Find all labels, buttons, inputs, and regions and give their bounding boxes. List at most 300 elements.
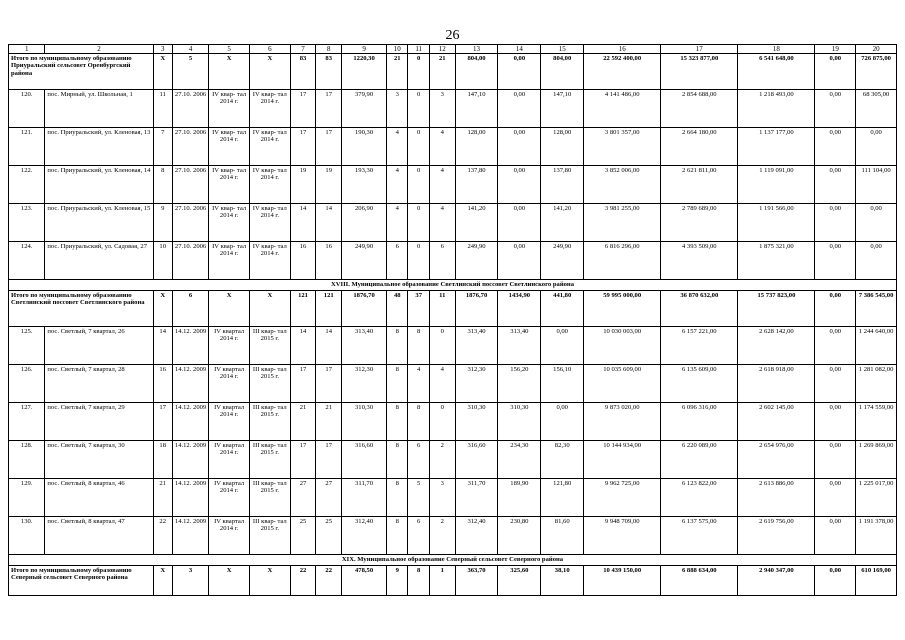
table-cell: 3 [429,479,455,517]
column-number-cell: 17 [661,45,738,54]
table-cell: 16 [316,242,342,280]
total-value: 1876,70 [342,291,387,327]
table-cell: 141,20 [455,204,498,242]
table-cell: 189,90 [498,479,541,517]
table-cell: 0,00 [815,365,856,403]
total-value: 0,00 [815,54,856,90]
total-value: 11 [429,291,455,327]
total-value: X [249,291,290,327]
column-number-cell: 15 [541,45,584,54]
table-cell: IV квар- тал 2014 г. [209,166,250,204]
total-value: X [249,566,290,596]
table-cell: 8 [387,441,408,479]
total-value: 0 [408,54,429,90]
total-value: 1876,70 [455,291,498,327]
address-cell: пос. Приуральский, ул. Садовая, 27 [45,242,153,280]
table-cell: 0,00 [815,479,856,517]
table-row [9,242,897,280]
table-cell: 8 [387,365,408,403]
table-cell: 6 [429,242,455,280]
table-cell: 0 [408,242,429,280]
total-value: 15 323 877,00 [661,54,738,90]
column-number-cell: 3 [153,45,172,54]
table-cell: 6 123 822,00 [661,479,738,517]
total-value: 38,10 [541,566,584,596]
table-cell: 312,40 [455,517,498,555]
total-value: 21 [429,54,455,90]
total-value: 21 [387,54,408,90]
table-cell: 14.12. 2009 [172,517,208,555]
table-cell: 10 035 609,00 [584,365,661,403]
total-value: 22 [316,566,342,596]
total-value: 0,00 [815,291,856,327]
total-value: 1434,90 [498,291,541,327]
table-cell: 311,70 [455,479,498,517]
table-cell: 10 [153,242,172,280]
address-cell: пос. Светлый, 8 квартал, 47 [45,517,153,555]
table-cell: 206,90 [342,204,387,242]
table-cell: IV квар- тал 2014 г. [249,90,290,128]
table-cell: 312,30 [455,365,498,403]
table-cell: 147,10 [455,90,498,128]
address-cell: пос. Приуральский, ул. Кленовая, 13 [45,128,153,166]
column-number-cell: 12 [429,45,455,54]
column-number-cell: 2 [45,45,153,54]
table-cell: 0,00 [498,128,541,166]
table-cell: IV квартал 2014 г. [209,327,250,365]
total-value: 804,00 [455,54,498,90]
row-number: 125. [9,327,45,365]
table-cell: 6 096 316,00 [661,403,738,441]
table-body [9,45,897,596]
table-cell: 0,00 [815,441,856,479]
total-value: 1220,30 [342,54,387,90]
table-cell: 6 137 575,00 [661,517,738,555]
table-cell: 0,00 [541,327,584,365]
table-cell: 27 [290,479,316,517]
total-value: X [153,54,172,90]
total-value: 2 940 347,00 [738,566,815,596]
total-value: 7 386 545,00 [856,291,897,327]
table-cell: 17 [153,403,172,441]
table-cell: 16 [290,242,316,280]
table-cell: 22 [153,517,172,555]
table-cell: 19 [290,166,316,204]
table-cell: 2 [429,441,455,479]
table-cell: 0,00 [856,242,897,280]
table-cell: 0,00 [856,204,897,242]
table-cell: 3 801 357,00 [584,128,661,166]
table-cell: 6 [387,242,408,280]
table-cell: 0,00 [498,242,541,280]
total-value: 478,50 [342,566,387,596]
table-cell: 68 305,00 [856,90,897,128]
table-cell: 14.12. 2009 [172,327,208,365]
table-cell: 0,00 [815,242,856,280]
table-cell: 9 [153,204,172,242]
total-value: 83 [290,54,316,90]
table-cell: IV квар- тал 2014 г. [209,204,250,242]
column-number-cell: 6 [249,45,290,54]
table-cell: III квар- тал 2015 г. [249,517,290,555]
table-cell: 0 [408,166,429,204]
table-cell: 17 [290,90,316,128]
total-value: 22 [290,566,316,596]
total-value: 610 169,00 [856,566,897,596]
column-number-cell: 16 [584,45,661,54]
table-cell: 2 613 886,00 [738,479,815,517]
row-number: 129. [9,479,45,517]
section-header-row [9,280,897,291]
table-cell: 313,40 [455,327,498,365]
table-row [9,441,897,479]
table-cell: 8 [387,403,408,441]
table-cell: 25 [316,517,342,555]
total-value: 363,70 [455,566,498,596]
address-cell: пос. Светлый, 7 квартал, 29 [45,403,153,441]
table-cell: 2 628 142,00 [738,327,815,365]
table-cell: 156,20 [498,365,541,403]
row-number: 120. [9,90,45,128]
table-cell: 9 948 709,00 [584,517,661,555]
table-cell: 14.12. 2009 [172,403,208,441]
table-cell: 0,00 [815,327,856,365]
table-cell: 3 [429,90,455,128]
address-cell: пос. Мирный, ул. Школьная, 1 [45,90,153,128]
section-total-row [9,566,897,596]
total-value: 441,80 [541,291,584,327]
row-number: 127. [9,403,45,441]
table-cell: III квар- тал 2015 г. [249,327,290,365]
table-cell: 21 [290,403,316,441]
column-number-cell: 4 [172,45,208,54]
table-cell: 249,90 [455,242,498,280]
table-cell: 0,00 [856,128,897,166]
total-value: 6 888 634,00 [661,566,738,596]
table-cell: III квар- тал 2015 г. [249,365,290,403]
table-cell: 17 [316,90,342,128]
total-value: 1 [429,566,455,596]
total-value: 121 [290,291,316,327]
table-cell: 137,80 [541,166,584,204]
table-cell: 7 [153,128,172,166]
table-cell: 27.10. 2006 [172,204,208,242]
table-cell: IV квартал 2014 г. [209,441,250,479]
table-row [9,90,897,128]
row-number: 121. [9,128,45,166]
table-cell: 81,60 [541,517,584,555]
column-number-cell: 19 [815,45,856,54]
table-cell: III квар- тал 2015 г. [249,479,290,517]
table-cell: 8 [387,517,408,555]
table-cell: IV квар- тал 2014 г. [209,90,250,128]
table-cell: 14 [316,327,342,365]
table-cell: 1 875 321,00 [738,242,815,280]
table-cell: 14 [153,327,172,365]
table-cell: 21 [153,479,172,517]
column-number-row [9,45,897,54]
table-cell: 14 [290,204,316,242]
total-value: X [153,291,172,327]
table-cell: 1 225 017,00 [856,479,897,517]
total-label: Итого по муниципальному образованию Приуральский сельсовет Оренбургский района [9,54,154,90]
total-value: 0,00 [498,54,541,90]
total-value: 121 [316,291,342,327]
table-cell: 9 873 020,00 [584,403,661,441]
table-cell: 0,00 [815,166,856,204]
total-value: X [153,566,172,596]
column-number-cell: 7 [290,45,316,54]
table-cell: 4 [429,128,455,166]
table-row [9,166,897,204]
table-cell: 4 [387,204,408,242]
table-cell: IV квар- тал 2014 г. [249,242,290,280]
table-cell: 27.10. 2006 [172,166,208,204]
table-cell: 0 [429,327,455,365]
table-cell: 6 157 221,00 [661,327,738,365]
table-cell: 128,00 [455,128,498,166]
row-number: 123. [9,204,45,242]
column-number-cell: 1 [9,45,45,54]
table-cell: 137,80 [455,166,498,204]
column-number-cell: 5 [209,45,250,54]
table-cell: IV квар- тал 2014 г. [209,242,250,280]
table-cell: 2 602 145,00 [738,403,815,441]
table-cell: 2 621 811,00 [661,166,738,204]
table-cell: 111 104,00 [856,166,897,204]
table-cell: 2 [429,517,455,555]
table-cell: 14.12. 2009 [172,365,208,403]
column-number-cell: 13 [455,45,498,54]
table-cell: 4 [429,166,455,204]
table-cell: IV квартал 2014 г. [209,365,250,403]
table-cell: 3 [387,90,408,128]
table-cell: 25 [290,517,316,555]
column-number-cell: 11 [408,45,429,54]
total-value: 83 [316,54,342,90]
table-cell: IV квар- тал 2014 г. [209,128,250,166]
table-cell: 1 119 091,00 [738,166,815,204]
table-cell: 1 281 082,00 [856,365,897,403]
table-cell: IV квар- тал 2014 г. [249,128,290,166]
table-cell: 190,30 [342,128,387,166]
table-cell: 3 981 255,00 [584,204,661,242]
column-number-cell: 14 [498,45,541,54]
table-cell: 0,00 [498,204,541,242]
address-cell: пос. Светлый, 8 квартал, 46 [45,479,153,517]
table-cell: 1 244 640,00 [856,327,897,365]
table-cell: 18 [153,441,172,479]
table-cell: 249,90 [342,242,387,280]
row-number: 122. [9,166,45,204]
table-cell: 312,30 [342,365,387,403]
table-cell: 17 [316,128,342,166]
column-number-cell: 10 [387,45,408,54]
table-cell: 312,40 [342,517,387,555]
table-cell: 230,80 [498,517,541,555]
total-value: 59 995 000,00 [584,291,661,327]
table-cell: 1 218 493,00 [738,90,815,128]
table-cell: 121,80 [541,479,584,517]
page-number: 26 [445,28,460,43]
total-value: X [209,566,250,596]
table-cell: III квар- тал 2015 г. [249,441,290,479]
table-cell: 2 854 688,00 [661,90,738,128]
table-row [9,128,897,166]
table-cell: 193,30 [342,166,387,204]
total-value: 15 737 823,00 [738,291,815,327]
table-cell: 249,90 [541,242,584,280]
total-value: X [249,54,290,90]
table-cell: 4 141 486,00 [584,90,661,128]
total-value: 36 870 632,00 [661,291,738,327]
table-cell: 14 [316,204,342,242]
table-cell: 27 [316,479,342,517]
table-cell: 27.10. 2006 [172,128,208,166]
table-cell: 11 [153,90,172,128]
table-cell: 82,30 [541,441,584,479]
table-cell: 2 654 976,00 [738,441,815,479]
section-header: XIX. Муниципальное образование Северный сельсовет Северного района [9,555,897,566]
table-cell: 19 [316,166,342,204]
table-cell: 234,30 [498,441,541,479]
table-cell: IV квар- тал 2014 г. [249,204,290,242]
table-cell: 4 [429,204,455,242]
table-row [9,403,897,441]
total-value: 726 875,00 [856,54,897,90]
section-header-row [9,555,897,566]
table-cell: 0,00 [815,204,856,242]
total-value: 5 [172,54,208,90]
table-cell: 2 619 756,00 [738,517,815,555]
table-cell: III квар- тал 2015 г. [249,403,290,441]
table-cell: 8 [387,479,408,517]
table-cell: 8 [387,327,408,365]
section-header: XVIII. Муниципальное образование Светлинский поссовет Светлинского района [9,280,897,291]
table-cell: 10 030 003,00 [584,327,661,365]
table-cell: IV квартал 2014 г. [209,403,250,441]
table-cell: 379,90 [342,90,387,128]
table-cell: 16 [153,365,172,403]
table-row [9,517,897,555]
table-cell: 0,00 [541,403,584,441]
total-value: 804,00 [541,54,584,90]
table-cell: 310,30 [342,403,387,441]
table-cell: 8 [408,403,429,441]
table-cell: 0,00 [815,128,856,166]
table-cell: 27.10. 2006 [172,90,208,128]
table-cell: 14 [290,327,316,365]
address-cell: пос. Светлый, 7 квартал, 28 [45,365,153,403]
table-cell: 310,30 [455,403,498,441]
table-cell: 5 [408,479,429,517]
table-cell: IV квартал 2014 г. [209,517,250,555]
address-cell: пос. Светлый, 7 квартал, 30 [45,441,153,479]
column-number-cell: 9 [342,45,387,54]
table-cell: 0,00 [498,90,541,128]
total-value: 325,60 [498,566,541,596]
row-number: 128. [9,441,45,479]
table-cell: 1 269 869,00 [856,441,897,479]
table-cell: 2 664 180,00 [661,128,738,166]
table-cell: 4 393 509,00 [661,242,738,280]
total-value: 0,00 [815,566,856,596]
row-number: 130. [9,517,45,555]
table-cell: 1 191 566,00 [738,204,815,242]
table-cell: 310,30 [498,403,541,441]
table-cell: 2 789 689,00 [661,204,738,242]
section-total-row [9,54,897,90]
table-cell: 10 144 934,00 [584,441,661,479]
table-cell: 4 [387,128,408,166]
column-number-cell: 20 [856,45,897,54]
table-cell: IV квар- тал 2014 г. [249,166,290,204]
table-cell: 311,70 [342,479,387,517]
table-cell: 4 [387,166,408,204]
table-cell: 3 852 006,00 [584,166,661,204]
total-value: 6 [172,291,208,327]
table-cell: 0 [408,204,429,242]
row-number: 126. [9,365,45,403]
total-value: 3 [172,566,208,596]
table-cell: 1 137 177,00 [738,128,815,166]
column-number-cell: 18 [738,45,815,54]
table-row [9,204,897,242]
resettlement-register-table [8,44,897,596]
table-cell: 9 962 725,00 [584,479,661,517]
table-cell: 0 [408,128,429,166]
total-value: 37 [408,291,429,327]
table-cell: 17 [316,441,342,479]
table-cell: 14.12. 2009 [172,441,208,479]
table-cell: 6 135 609,00 [661,365,738,403]
table-cell: 0,00 [815,517,856,555]
table-cell: 17 [316,365,342,403]
table-cell: 0 [429,403,455,441]
section-total-row [9,291,897,327]
total-value: X [209,54,250,90]
table-cell: 0 [408,90,429,128]
table-cell: 17 [290,365,316,403]
total-label: Итого по муниципальному образованию Светлинский поссовет Светлинского района [9,291,154,327]
table-cell: 316,60 [342,441,387,479]
total-value: 8 [408,566,429,596]
total-value: 22 592 400,00 [584,54,661,90]
table-cell: 316,60 [455,441,498,479]
table-cell: 0,00 [498,166,541,204]
total-value: 6 541 648,00 [738,54,815,90]
total-value: 48 [387,291,408,327]
table-cell: 1 174 559,00 [856,403,897,441]
total-value: 9 [387,566,408,596]
table-cell: 0,00 [815,90,856,128]
total-label: Итого по муниципальному образованию Северный сельсовет Северного района [9,566,154,596]
table-cell: 0,00 [815,403,856,441]
table-cell: 8 [153,166,172,204]
table-cell: 27.10. 2006 [172,242,208,280]
table-cell: 2 618 918,00 [738,365,815,403]
table-cell: 14.12. 2009 [172,479,208,517]
table-cell: 6 816 296,00 [584,242,661,280]
table-row [9,365,897,403]
address-cell: пос. Приуральский, ул. Кленовая, 15 [45,204,153,242]
table-cell: 6 [408,441,429,479]
table-cell: 128,00 [541,128,584,166]
table-cell: 4 [408,365,429,403]
table-cell: 156,10 [541,365,584,403]
table-cell: 147,10 [541,90,584,128]
table-cell: 17 [290,441,316,479]
